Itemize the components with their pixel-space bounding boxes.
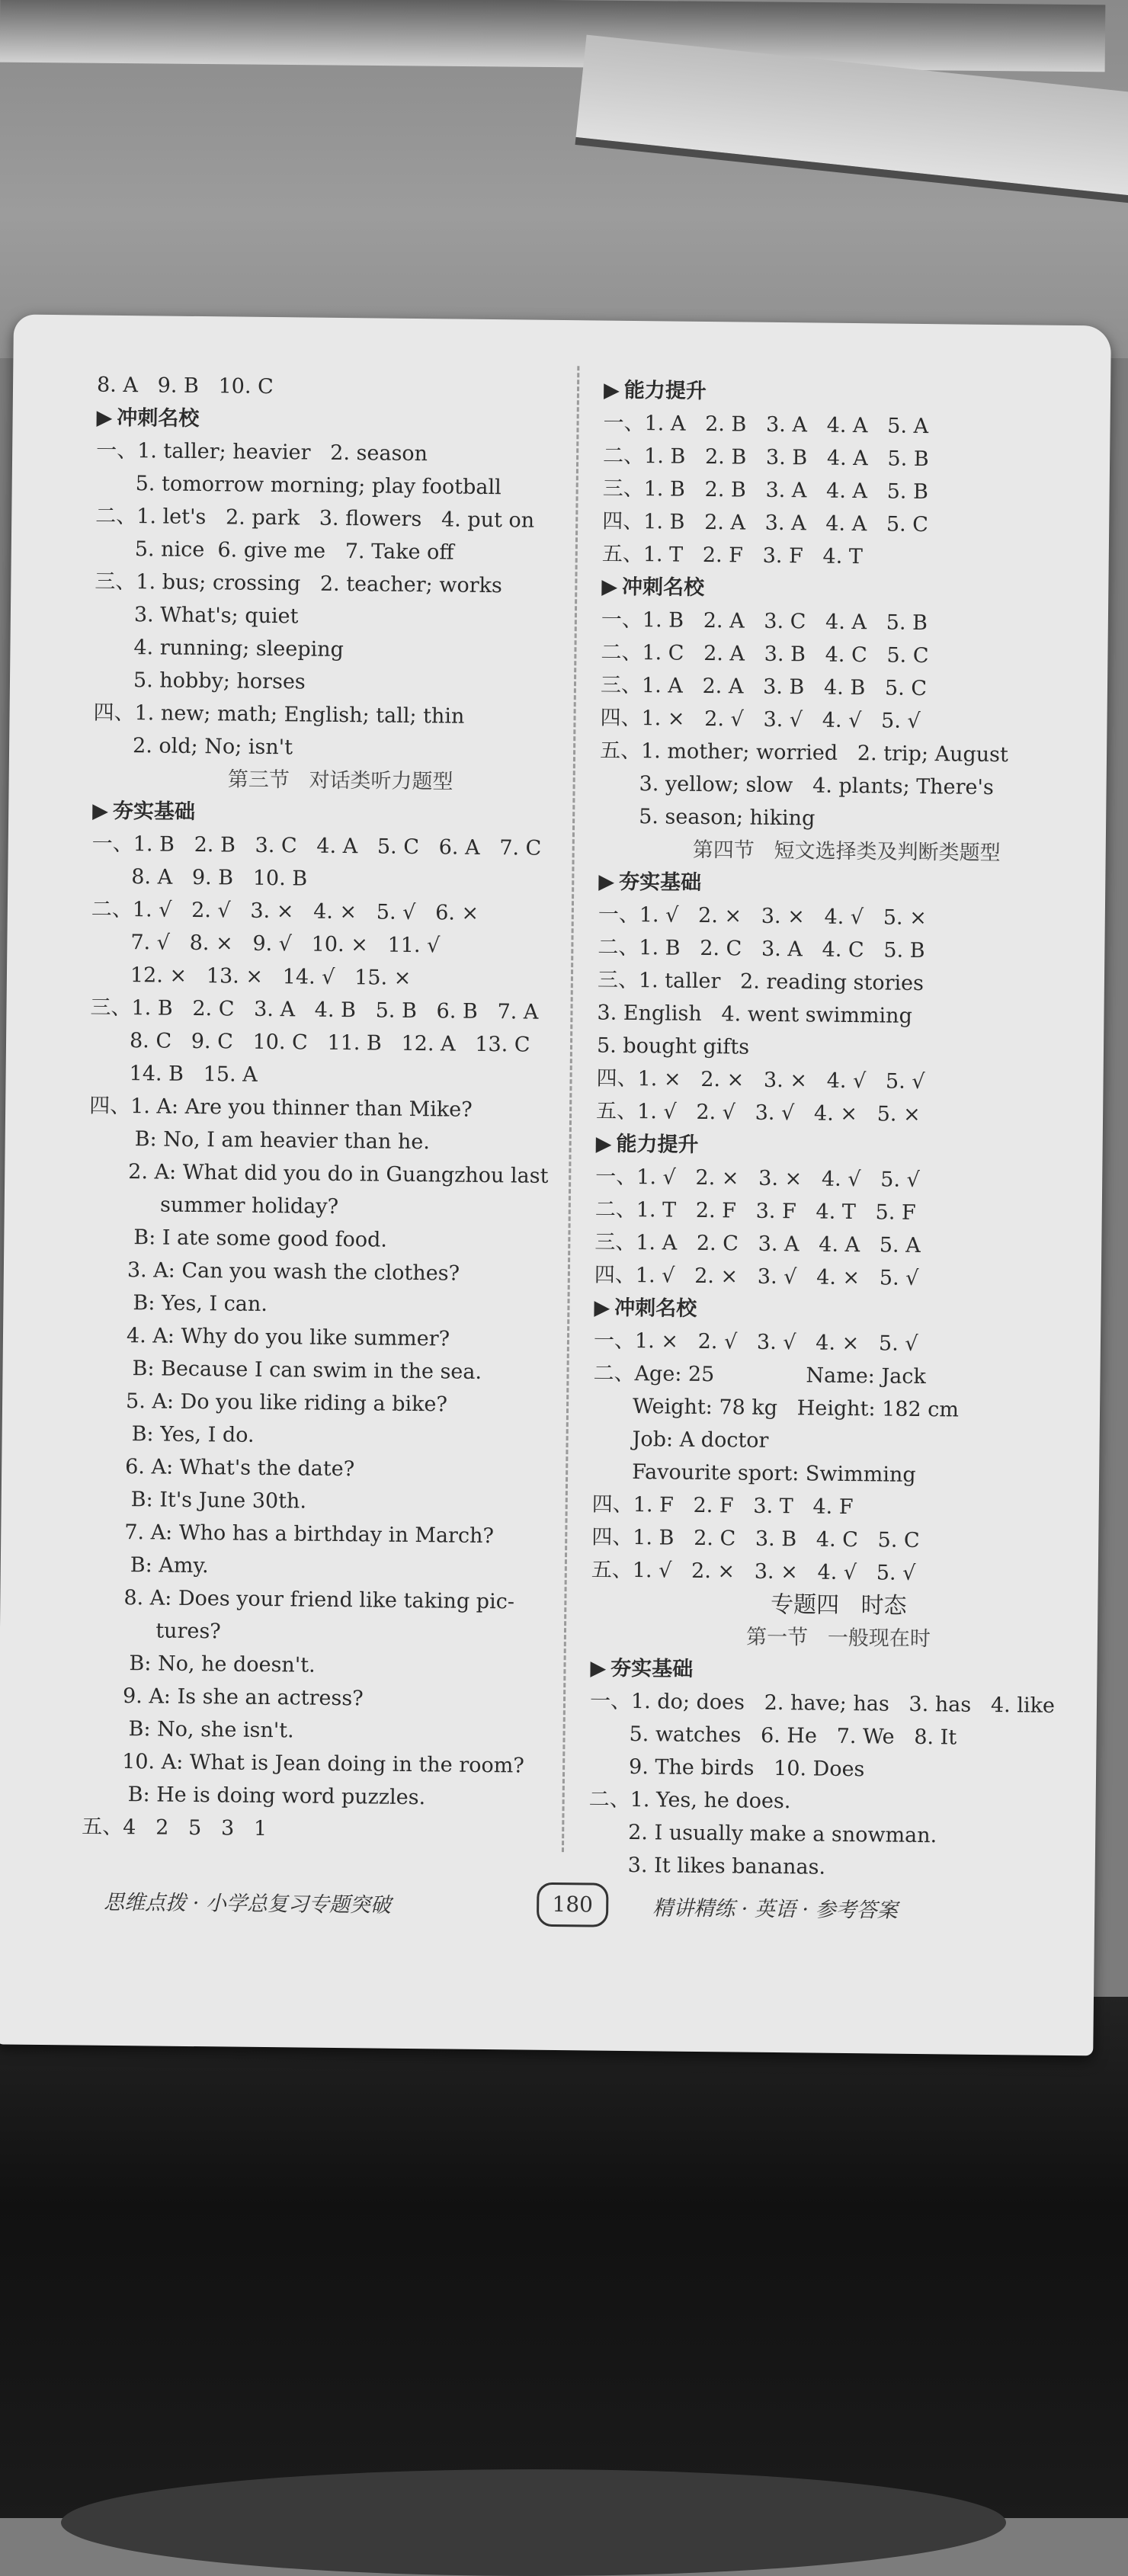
answer-line: 二、1. √ 2. √ 3. × 4. × 5. √ 6. × <box>91 897 479 925</box>
answer-line: 10. A: What is Jean doing in the room? <box>121 1750 524 1778</box>
section-heading: ▶ 冲刺名校 <box>601 571 1097 609</box>
answer-line: 二、Age: 25 Name: Jack <box>593 1361 927 1389</box>
answer-line: 三、1. A 2. C 3. A 4. A 5. A <box>594 1230 921 1258</box>
answer-line: summer holiday? <box>133 1193 339 1219</box>
answer-line: B: It's June 30th. <box>130 1488 307 1514</box>
answer-line: 一、1. do; does 2. have; has 3. has 4. like <box>589 1689 1056 1718</box>
answer-line: B: He is doing word puzzles. <box>127 1783 426 1810</box>
answer-line: 3. yellow; slow 4. plants; There's <box>639 772 994 799</box>
answer-line: 4. A: Why do you like summer? <box>126 1324 450 1351</box>
answer-line: 3. English 4. went swimming <box>597 1001 912 1028</box>
section-heading: ▶ 冲刺名校 <box>96 402 591 440</box>
subsection-title: 第三节 对话类听力题型 <box>227 767 453 794</box>
answer-line: 一、1. B 2. A 3. C 4. A 5. B <box>601 607 928 636</box>
subsection-title: 第一节 一般现在时 <box>745 1625 931 1652</box>
answer-line: Favourite sport: Swimming <box>632 1460 916 1487</box>
answer-line: 二、1. B 2. B 3. B 4. A 5. B <box>602 444 929 472</box>
answer-line: 二、1. T 2. F 3. F 4. T 5. F <box>594 1197 916 1225</box>
answer-line: 4. running; sleeping <box>133 636 344 662</box>
answer-line: 五、1. T 2. F 3. F 4. T <box>601 542 864 569</box>
answer-line: 8. A: Does your friend like taking pic- <box>123 1586 515 1614</box>
answer-line: 5. season; hiking <box>639 805 816 831</box>
footer-series-title: 思维点拨 · 小学总复习专题突破 <box>104 1890 392 1918</box>
answer-line: 四、1. × 2. × 3. × 4. √ 5. √ <box>596 1066 925 1094</box>
answer-line: 二、1. Yes, he does. <box>588 1787 791 1814</box>
answer-page <box>0 314 1111 2055</box>
answer-line: B: No, she isn't. <box>128 1717 294 1743</box>
answer-line: 一、1. taller; heavier 2. season <box>96 438 428 466</box>
answer-line: 一、1. × 2. √ 3. √ 4. × 5. √ <box>593 1328 918 1356</box>
answer-line: 三、1. A 2. A 3. B 4. B 5. C <box>600 673 928 701</box>
answer-line: 6. A: What's the date? <box>125 1455 355 1482</box>
answer-line: B: No, he doesn't. <box>129 1652 316 1677</box>
topic-title: 专题四 时态 <box>770 1591 907 1620</box>
dark-fabric <box>0 1997 1128 2518</box>
answer-line: 三、1. B 2. C 3. A 4. B 5. B 6. B 7. A <box>90 995 539 1024</box>
answer-line: 三、1. taller 2. reading stories <box>597 968 925 996</box>
answer-line: B: I ate some good food. <box>133 1226 388 1252</box>
answer-line: 5. tomorrow morning; play football <box>135 472 502 500</box>
answer-line: 2. A: What did you do in Guangzhou last <box>128 1160 549 1188</box>
answer-line: B: Amy. <box>130 1553 209 1578</box>
subsection-title: 第四节 短文选择类及判断类题型 <box>692 838 1001 866</box>
answer-line: 二、1. B 2. C 3. A 4. C 5. B <box>598 935 925 963</box>
answer-line: 四、1. √ 2. × 3. √ 4. × 5. √ <box>594 1263 919 1290</box>
answer-line: 二、1. let's 2. park 3. flowers 4. put on <box>95 504 535 533</box>
answer-line: 3. A: Can you wash the clothes? <box>127 1258 460 1286</box>
answer-line: 5. bought gifts <box>596 1033 750 1059</box>
answer-line: 2. I usually make a snowman. <box>628 1821 937 1848</box>
section-heading: ▶ 能力提升 <box>604 374 1099 412</box>
answer-line: 四、1. B 2. A 3. A 4. A 5. C <box>602 509 929 537</box>
answer-line: 5. hobby; horses <box>133 668 306 694</box>
answer-line: 二、1. C 2. A 3. B 4. C 5. C <box>601 640 929 668</box>
answer-line: 五、1. √ 2. × 3. × 4. √ 5. √ <box>591 1558 916 1585</box>
section-heading: ▶ 夯实基础 <box>92 795 588 833</box>
answer-line: 一、1. B 2. B 3. C 4. A 5. C 6. A 7. C <box>91 831 542 860</box>
answer-line: 五、1. √ 2. √ 3. √ 4. × 5. × <box>595 1099 921 1126</box>
section-heading: ▶ 能力提升 <box>595 1128 1091 1166</box>
answer-line: 四、1. × 2. √ 3. √ 4. √ 5. √ <box>600 706 921 733</box>
answer-line: 四、1. B 2. C 3. B 4. C 5. C <box>591 1525 920 1552</box>
answer-line: 五、4 2 5 3 1 <box>82 1815 268 1841</box>
answer-line: 12. × 13. × 14. √ 15. × <box>130 963 412 990</box>
section-heading: ▶ 冲刺名校 <box>594 1292 1089 1330</box>
answer-line: 5. A: Do you like riding a bike? <box>125 1389 448 1417</box>
answer-line: 8. A 9. B 10. C <box>96 373 274 399</box>
answer-line: 7. A: Who has a birthday in March? <box>124 1520 495 1549</box>
answer-line: 四、1. new; math; English; tall; thin <box>93 700 465 729</box>
answer-line: 2. old; No; isn't <box>132 734 293 760</box>
answer-line: 8. C 9. C 10. C 11. B 12. A 13. C <box>129 1029 530 1057</box>
answer-line: 5. nice 6. give me 7. Take off <box>134 537 454 565</box>
answer-line: 三、1. B 2. B 3. A 4. A 5. B <box>602 476 929 505</box>
answer-line: 一、1. √ 2. × 3. × 4. √ 5. √ <box>595 1165 920 1192</box>
answer-line: 四、1. A: Are you thinner than Mike? <box>89 1094 473 1122</box>
book-top <box>0 0 1105 72</box>
answer-line: 9. The birds 10. Does <box>628 1755 865 1782</box>
answer-line: 8. A 9. B 10. B <box>131 865 308 891</box>
right-column <box>588 374 1100 1887</box>
answer-line: 四、1. F 2. F 3. T 4. F <box>591 1492 854 1520</box>
answer-line: 3. What's; quiet <box>133 603 299 629</box>
fabric-edge <box>61 2469 1006 2576</box>
answer-line: Job: A doctor <box>632 1427 769 1453</box>
answer-line: B: No, I am heavier than he. <box>134 1127 431 1155</box>
footer-book-title: 精讲精练 · 英语 · 参考答案 <box>652 1896 898 1923</box>
answer-line: 9. A: Is she an actress? <box>122 1684 364 1711</box>
answer-line: 三、1. bus; crossing 2. teacher; works <box>95 569 502 598</box>
section-heading: ▶ 夯实基础 <box>598 866 1094 904</box>
answer-line: 14. B 15. A <box>129 1062 258 1087</box>
answer-line: Weight: 78 kg Height: 182 cm <box>632 1395 960 1422</box>
section-heading: ▶ 夯实基础 <box>590 1652 1085 1690</box>
answer-line: B: Yes, I can. <box>133 1291 268 1317</box>
answer-line: B: Because I can swim in the sea. <box>132 1357 482 1384</box>
answer-line: B: Yes, I do. <box>131 1422 255 1447</box>
answer-line: 3. It likes bananas. <box>627 1854 826 1879</box>
answer-line: 7. √ 8. × 9. √ 10. × 11. √ <box>130 931 441 958</box>
answer-line: 一、1. A 2. B 3. A 4. A 5. A <box>603 411 929 439</box>
page-footer <box>27 1877 1034 1934</box>
answer-line: 5. watches 6. He 7. We 8. It <box>629 1722 957 1750</box>
page-number: 180 <box>537 1882 609 1927</box>
answer-line: 一、1. √ 2. × 3. × 4. √ 5. × <box>598 902 927 931</box>
answer-line: tures? <box>129 1619 221 1644</box>
left-column <box>82 369 592 1849</box>
answer-line: 五、1. mother; worried 2. trip; August <box>599 739 1009 767</box>
